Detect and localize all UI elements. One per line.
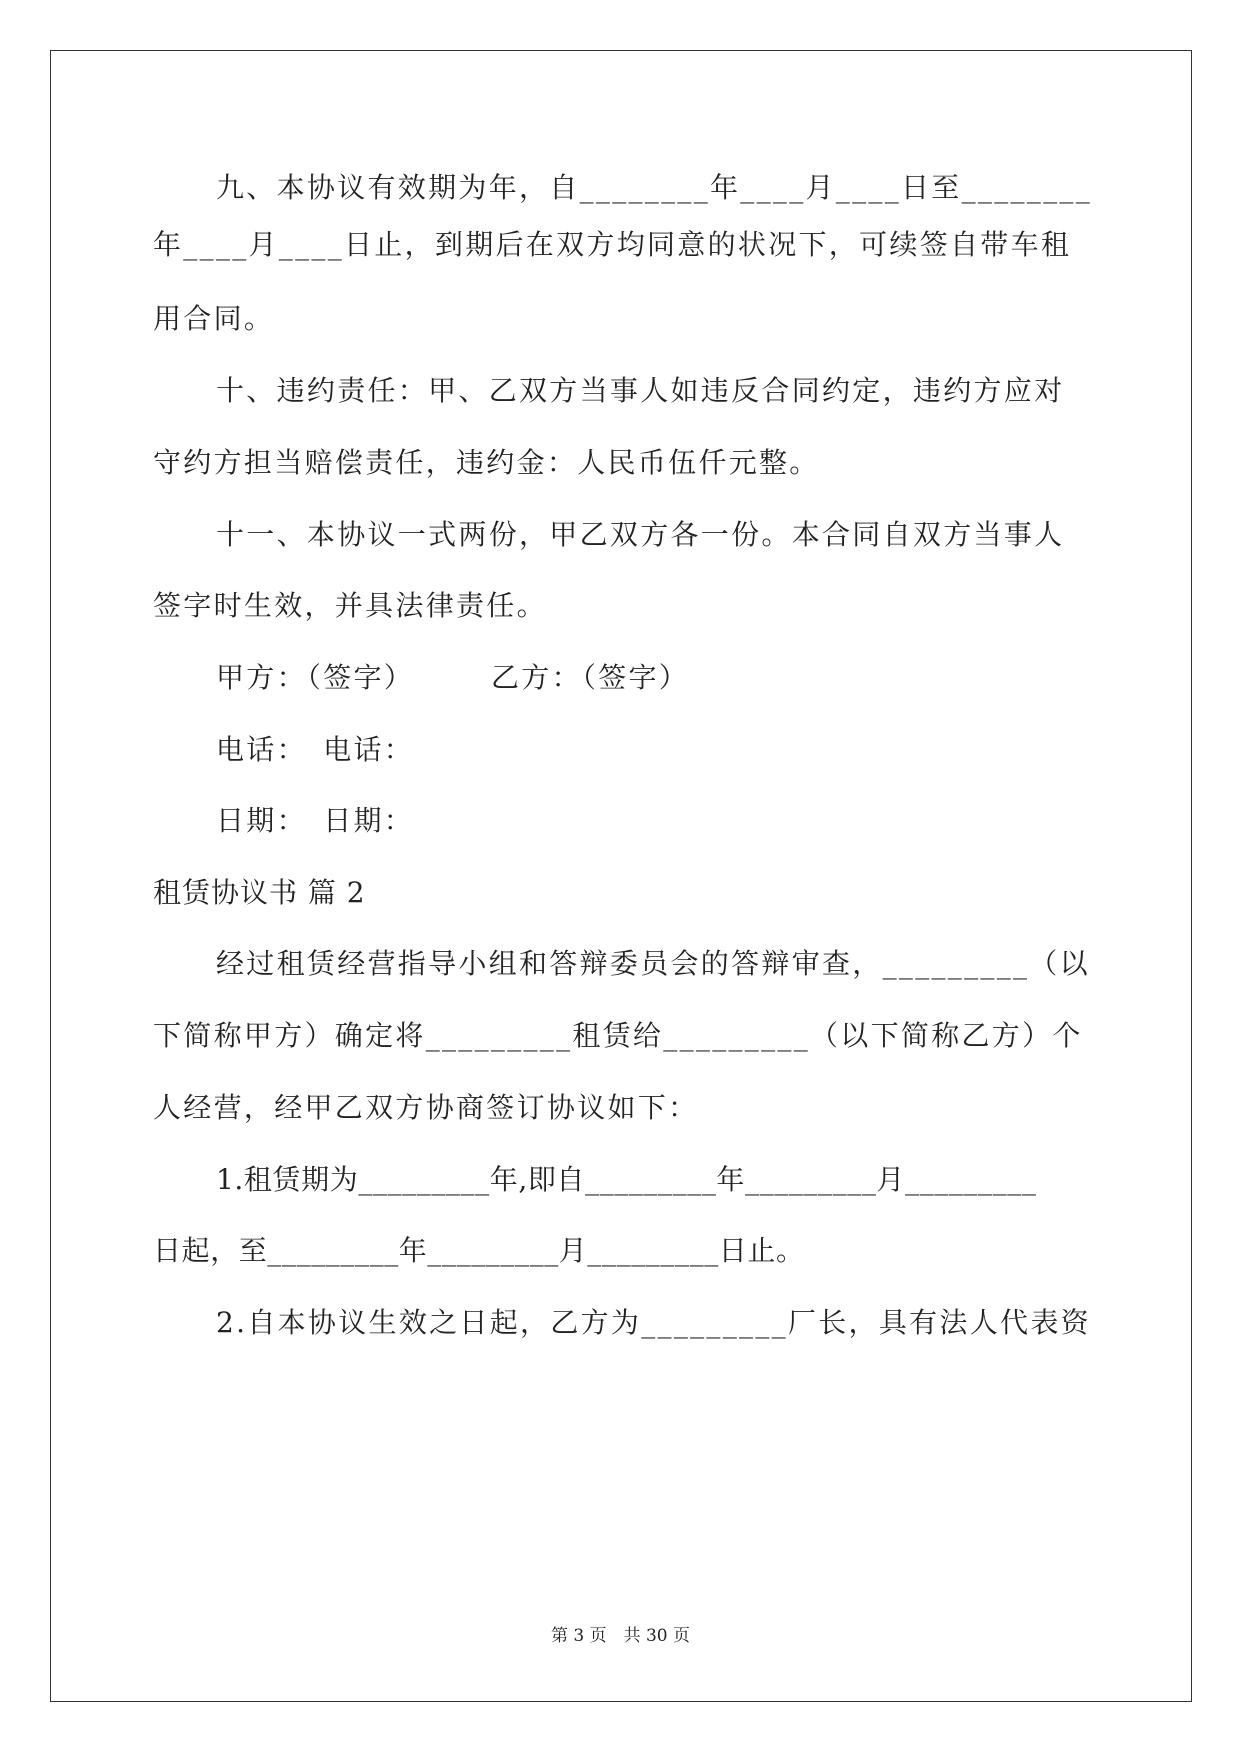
item-1-line-2: 日起，至_________年_________月_________日止。: [153, 1234, 805, 1267]
clause-9-line-3: 用合同。: [153, 302, 275, 335]
item-1-line-1: 1.租赁期为_________年,即自_________年_________月_________: [216, 1163, 1037, 1196]
section-heading: 租赁协议书 篇 2: [153, 876, 366, 909]
phone-line: 电话： 电话：: [216, 733, 415, 766]
clause-10-line-2: 守约方担当赔偿责任，违约金：人民币伍仟元整。: [153, 446, 820, 479]
item-2-line-1: 2.自本协议生效之日起，乙方为_________厂长，具有法人代表资: [216, 1306, 1091, 1339]
page-number-footer: 第 3 页 共 30 页: [550, 1626, 691, 1646]
clause-11-line-2: 签字时生效，并具法律责任。: [153, 589, 547, 622]
signature-line: 甲方：（签字） 乙方：（签字）: [216, 661, 690, 694]
date-line: 日期： 日期：: [216, 804, 415, 837]
section-2-intro-line-1: 经过租赁经营指导小组和答辩委员会的答辩审查，_________（以: [216, 947, 1090, 980]
clause-9-line-2: 年____月____日止，到期后在双方均同意的状况下，可续签自带车租: [153, 228, 1072, 261]
section-2-intro-line-3: 人经营，经甲乙双方协商签订协议如下：: [153, 1091, 699, 1124]
clause-10-line-1: 十、违约责任：甲、乙双方当事人如违反合同约定，违约方应对: [216, 374, 1065, 407]
clause-9-line-1: 九、本协议有效期为年，自________年____月____日至________: [216, 171, 1093, 204]
clause-11-line-1: 十一、本协议一式两份，甲乙双方各一份。本合同自双方当事人: [216, 518, 1065, 551]
section-2-intro-line-2: 下简称甲方）确定将_________租赁给_________（以下简称乙方）个: [153, 1019, 1083, 1052]
